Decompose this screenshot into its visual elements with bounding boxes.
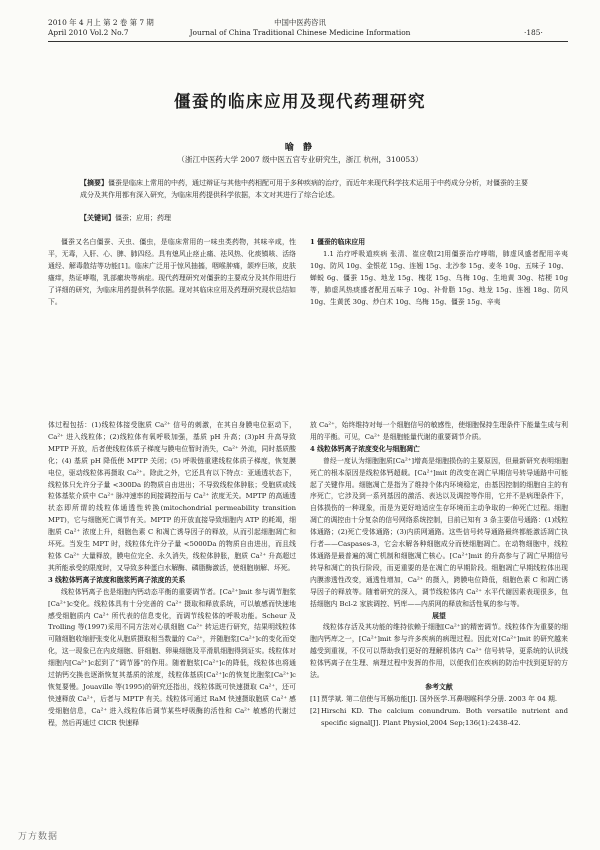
mpt-paragraph: 体过程包括：(1)线粒体接受胞质 Ca²⁺ 信号的刺激，在其自身膜电位驱动下，Ca²⁺ 进入线粒体；(2)线粒体有氧呼吸加强，基质 pH 升高；(3)pH 升高导致 MPTP 开放，后者使线粒体质子梯度与膜电位暂时消失，Ca²⁺ 外流，同时基质酸化；(4) 基质 pH 降低使 MPTP 关闭；(5) 呼吸链重建线粒体质子梯度，恢复膜电位，驱动线粒体再摄取 Ca²⁺。除此之外，它还具有以下特点：亚通透状态下，线粒体只允许分子量 <300Da 的物质自由进出；不导致线粒体肿胀；受胞质或线粒体基浆介质中 Ca²⁺ 脉冲速率的间接调控而与 Ca²⁺ 浓度无关。MPTP 的高通透状态即所谓的线粒体通透性转换(mitochondrial permeability transition MPT)，它与细胞死亡调节有关。MPTP 的开放直接导致细胞内 ATP 的耗竭，细胞质 Ca²⁺ 浓度上升，细胞色素 C 和凋亡诱导因子的释放，从而引起细胞凋亡和坏死。当发生 MPT 时，线粒体允许分子量 <5000Da 的物质自由进出，而且线粒体 Ca²⁺ 大量释放，膜电位完全、永久消失，线粒体肿胀，胞质 Ca²⁺ 升高超过其所能承受的限度时，又导致多种蛋白水解酶、磷脂酶激活，使细胞崩解、坏死。 [48, 421, 296, 572]
reference-item [310, 706, 568, 730]
intro-column [48, 237, 296, 308]
right-bottom-column [310, 420, 568, 730]
issue-cn: 2010 年 4 月上 第 2 卷 第 7 期 [48, 18, 154, 27]
section-1-heading: 1 僵蚕的临床应用 [310, 238, 366, 246]
clinical-column [310, 237, 568, 308]
keywords-text: 僵蚕；应用；药理 [115, 214, 171, 222]
abstract-label: 【摘要】 [80, 178, 108, 187]
section-3-heading: 3 线粒体钙离子浓度和胞浆钙离子浓度的关系 [48, 575, 186, 584]
journal-en: Journal of China Traditional Chinese Medicine Information [189, 28, 411, 37]
section-4-text: 曾经一度认为细胞胞质[Ca²⁺]增高是细胞损伤的主要原因，但最新研究表明细胞死亡的根本原因是线粒体钙超载。[Ca²⁺]mit 的改变在凋亡早期信号转导通路中可能起了关键作用。细胞凋亡是指为了维持个体内环境稳定，由基因控制的细胞自主的有序死亡，它涉及到一系列基因的激活、表达以及调控等作用，它并不是病理条件下，自体损伤的一种现象，而是为更好地适应生存环境而主动争取的一种死亡过程。细胞凋亡的调控由十分复杂的信号网络系统控制，目前已知有 3 条主要信号通路：(1)线粒体通路；(2)死亡受体通路；(3)内质网通路。这些信号转导通路最终都能激活凋亡执行者——Caspases-3，它会水解各种细胞成分而使细胞凋亡。在动物细胞中，线粒体通路是最普遍的凋亡机制和细胞凋亡核心。[Ca²⁺]mit 的升高参与了凋亡早期信号转导和凋亡的执行阶段，而更重要的是在凋亡的早期阶段。细胞凋亡早期线粒体出现内膜渗透性改变，通透性增加，Ca²⁺ 的摄入，跨膜电位降低，细胞色素 C 和凋亡诱导因子的释放等。随着研究的深入，调节线粒体内 Ca²⁺ 水平代谢因素表现很多，包括细胞内 Bcl-2 家族调控、钙库——内质网的释放和活性氧的参与等。 [310, 456, 568, 608]
issue-en: April 2010 Vol.2 No.7 [48, 28, 129, 37]
page-number: ·185· [524, 28, 543, 37]
watermark: 万方数据 [18, 832, 59, 842]
keywords-label: 【关键词】 [80, 213, 115, 222]
outlook-heading: 展望 [432, 611, 446, 620]
section-3-text: 线粒体钙离子也是细胞内钙动态平衡的重要调节者。[Ca²⁺]mit 参与调节胞浆[Ca²⁺]c变化。线粒体具有十分完善的 Ca²⁺ 摄取和释放系统，可以敏感而快速地感受细胞质内 Ca²⁺ 所代表的信息变化，而调节线粒体的呼吸功能。Scheur 及 Trolling 等(1997)采用不同方法对心肌细胞 Ca²⁺ 转运进行研究，结果明线粒体可随细胞收缩舒张变化从胞质摄取相当数量的 Ca²⁺，并随胞浆[Ca²⁺]c的变化而变化，这一现象已在内皮细胞、肝细胞、卵巢细胞及平滑肌细胞得到证实。线粒体对细胞内[Ca²⁺]c起到了“调节器”的作用。随着胞浆[Ca²⁺]c的降低，线粒体也将通过钠钙交换也逐渐恢复其基质的浓度，线粒体基质[Ca²⁺]c的恢复比胞浆[Ca²⁺]c恢复要慢。Jouaville 等(1995)的研究还指出，线粒体既可快速摄取 Ca²⁺，还可快速释放 Ca²⁺，后者与 MPTP 有关。线粒体可通过 RaM 快速摄取胞质 Ca²⁺ 感受细胞信息，Ca²⁺ 进入线粒体后调节某些呼吸酶的活性和 Ca²⁺ 敏感的代谢过程，然后再通过 CICR 快速释 [48, 587, 297, 727]
intro-paragraph: 僵蚕又名白僵蚕、天虫、僵虫，是临床常用的一味虫类药物，其味辛咸，性平，无毒，入肝、心、脾、肺四经。具有熄风止痉止痛、祛风热、化痰镇咳、活络通经、解毒散结等功能[1]。临床广泛用于惊风抽搐，咽喉肿痛，颌痄巨咳，皮肤瘙痒，热证哮喘，乳部瘰块等病症。现代药理研究对僵蚕的主要成分及其作用进行了详细的研究，为临床用药提供科学依据。现对其临床应用及药理研究现状总结如下。 [48, 238, 296, 306]
reference-number: [1] [310, 694, 320, 703]
keywords [80, 213, 171, 223]
continuation-paragraph: 放 Ca²⁺，始终维持对每一个细胞信号的敏感性，使细胞保持生理条件下能量生成与利用的平衡。可见，Ca²⁺ 是细胞能量代谢的重要调节介质。 [310, 421, 568, 441]
section-4-heading: 4 线粒体钙离子浓度变化与细胞凋亡 [310, 444, 420, 453]
page-title: 僵蚕的临床应用及现代药理研究 [174, 92, 426, 111]
references-heading: 参考文献 [425, 682, 453, 691]
journal-cn: 中国中医药咨讯 [274, 18, 326, 27]
left-bottom-column [48, 420, 296, 730]
section-1-1-text: 1.1 治疗呼吸道疾病 张清、崔应敬[2]用僵蚕治疗哮喘，肺虚风盛者配用辛夷 10g、防风 10g、金银花 15g、连翘 15g、北沙参 15g、麦冬 10g、五味子 10g、蝉蜕 6g、僵蚕 15g、地龙 15g、槐花 15g、乌梅 10g、生地黄 30g、桔梗 10g 等，肺虚风热痰盛者配用五味子 10g、补骨脂 15g、地龙 15g、连翘 18g、防风 10g、生黄芪 30g、炒白术 10g、乌梅 15g、僵蚕 15g、辛夷 [310, 249, 568, 306]
abstract-text: 僵蚕是临床上常用的中药，通过辩证与其他中药相配可用于多种疾病的治疗，而近年来现代科学技术运用于中药成分分析，对僵蚕的主要成分及其作用都有深入研究，为临床用药提供科学依据，本文对其进行了综合论述。 [80, 179, 528, 199]
affiliation: （浙江中医药大学 2007 级中医五官专业研究生，浙江 杭州，310053） [177, 155, 423, 164]
outlook-text: 线粒体存活及其功能的维持依赖于细胞[Ca²⁺]的精密调节。线粒体作为重要的细胞内钙库之一，[Ca²⁺]mit 参与许多疾病的病理过程。因此对[Ca²⁺]mit 的研究越来越受到重视，不仅可以帮助我们更好的理解机体内 Ca²⁺ 信号转导，更系统的认识线粒体钙离子在生理、病理过程中发挥的作用，以便我们在疾病的防治中找到更好的方法。 [310, 623, 568, 680]
abstract [80, 177, 528, 201]
author: 喻 静 [284, 143, 316, 153]
reference-text: Hirschi KD. The calcium conundrum. Both versatile nutrient and specific signal[J]. Plant Physiol,2004 Sep;136(1):2438-42. [320, 706, 568, 727]
reference-number: [2] [310, 706, 320, 715]
reference-item [310, 694, 568, 706]
header-rule [48, 41, 568, 42]
reference-text: 贾学斌. 第二信使与耳蜗功能[J]. 国外医学.耳鼻咽喉科学分册. 2003 年 04 期. [320, 694, 558, 703]
